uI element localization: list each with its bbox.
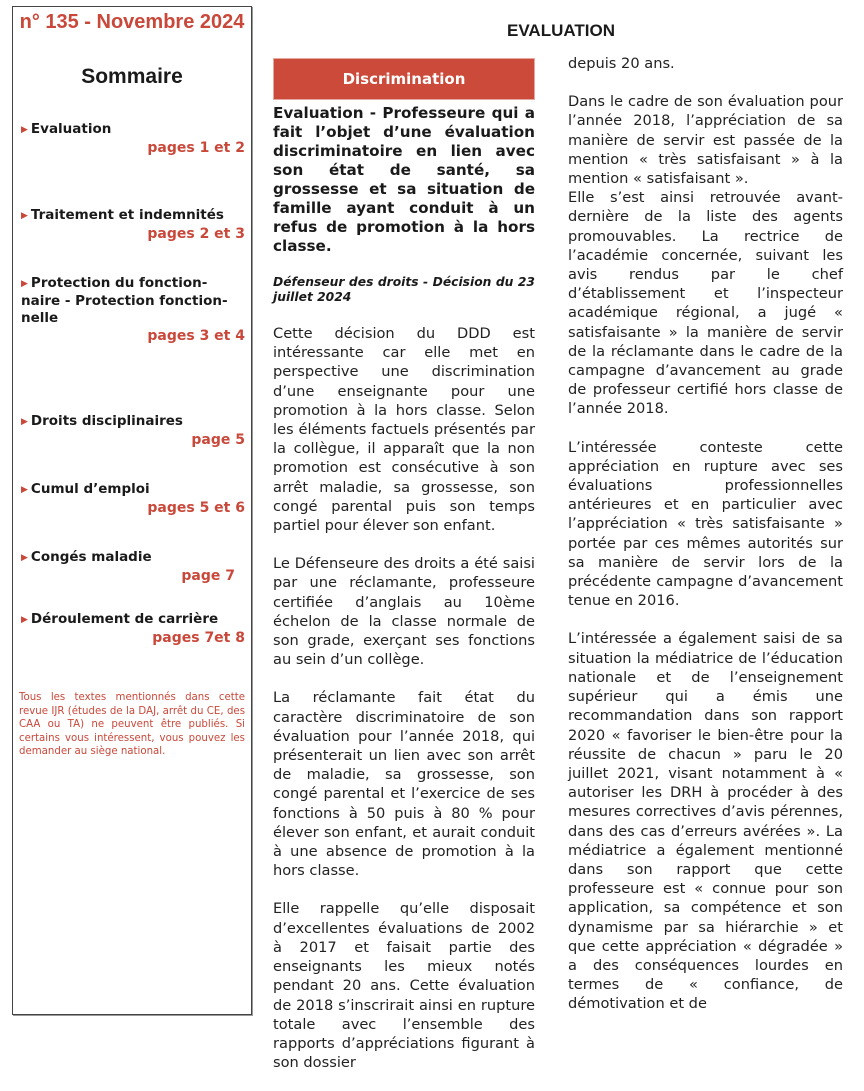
paragraph: L’intéressée a également saisi de sa situation la médiatrice de l’éducation nationale et de l’enseignement supérieur qui a émis une recommandation dans son rapport 2020 « favoriser le bien-être pour la réussite de chacun » paru le 20 juillet 2021, visant notamment à « autoriser les DRH à procéder à des mesures correctives d’avis pérennes, dans des cas d’erreurs avérées ». La médiatrice a également mentionné dans son rapport que cette professeure est « connue pour son application, sa compétence et son dynamisme par sa hiérarchie » et que cette appréciation « dégradée » a des conséquences lourdes en termes de « confiance, de démotivation et de	[568, 630, 843, 1013]
paragraph: Cette décision du DDD est intéressante car elle met en perspective une discrimination d’une enseignante pour une promotion à la hors classe. Selon les éléments factuels présentés par la collègue, il apparaît que la non promotion est consécutive à son arrêt maladie, sa grossesse, son congé parental puis son temps partiel pour élever son enfant.	[273, 325, 535, 535]
paragraph: Dans le cadre de son évaluation pour l’année 2018, l’appréciation de sa manière de servir est passée de la mention « très satisfaisant » à la mention « satisfaisant ».	[568, 93, 843, 188]
toc-pages: pages 1 et 2	[147, 140, 245, 156]
triangle-right-icon: ▶	[21, 615, 28, 625]
toc-label: Evaluation	[30, 121, 112, 137]
toc-pages: page 5	[191, 432, 245, 448]
paragraph: Le Défenseure des droits a été saisi par une réclamante, professeure certifiée d’anglais au 10ème échelon de la classe normale de son grade, exerçant ses fonctions au sein d’un collège.	[273, 555, 535, 669]
triangle-right-icon: ▶	[21, 417, 28, 427]
toc-pages: pages 3 et 4	[147, 328, 245, 344]
toc-label: Protection du fonction-naire - Protection fonction-nelle	[21, 275, 228, 326]
toc-label: Congés maladie	[30, 549, 152, 565]
paragraph: Elle rappelle qu’elle disposait d’excellentes évaluations de 2002 à 2017 et faisait partie des enseignants les mieux notés pendant 20 ans. Cette évaluation de 2018 s’inscrirait ainsi en rupture totale avec l’ensemble des rapports d’appréciations figurant à son dossier	[273, 900, 535, 1072]
page-heading: EVALUATION	[507, 21, 615, 41]
toc-item-protection[interactable]	[21, 275, 245, 345]
triangle-right-icon: ▶	[21, 279, 28, 289]
toc-item-traitement[interactable]	[21, 207, 245, 243]
category-banner: Discrimination	[273, 58, 535, 100]
toc-pages: pages 5 et 6	[147, 500, 245, 516]
toc-label: Traitement et indemnités	[30, 207, 224, 223]
toc-item-evaluation[interactable]	[21, 121, 245, 157]
triangle-right-icon: ▶	[21, 553, 28, 563]
paragraph: Elle s’est ainsi retrouvée avant-dernière de la liste des agents promouvables. La rectrice de l’académie concernée, suivant les avis rendus par le chef d’établissement et l’inspecteur académique régional, a jugé « satisfaisante » la manière de servir de la réclamante dans le cadre de la campagne d’avancement au grade de professeur certifié hors classe de l’année 2018.	[568, 189, 843, 418]
toc-pages: pages 2 et 3	[147, 226, 245, 242]
triangle-right-icon: ▶	[21, 485, 28, 495]
paragraph: L’intéressée conteste cette appréciation en rupture avec ses évaluations professionnelles antérieures et en particulier avec l’appréciation « très satisfaisante » portée par ces mêmes autorités sur sa manière de servir lors de la précédente campagne d’avancement tenue en 2016.	[568, 438, 843, 610]
article-source: Défenseur des droits - Décision du 23 juillet 2024	[273, 275, 535, 304]
triangle-right-icon: ▶	[21, 211, 28, 221]
paragraph: depuis 20 ans.	[568, 55, 675, 72]
toc-item-droits-disciplinaires[interactable]	[21, 413, 245, 449]
toc-item-conges-maladie[interactable]	[21, 549, 245, 585]
toc-pages: pages 7et 8	[152, 630, 245, 646]
toc-item-deroulement-carriere[interactable]	[21, 611, 245, 647]
toc-pages: page 7	[181, 568, 235, 584]
toc-item-cumul-emploi[interactable]	[21, 481, 245, 517]
sommaire-sidebar	[12, 6, 252, 1015]
article-column-2	[568, 54, 843, 1033]
publication-notice: Tous les textes mentionnés dans cette revue IJR (études de la DAJ, arrêt du CE, des CAA ou TA) ne peuvent être publiés. Si certains vous intéressent, vous pouvez les demander au siège national.	[19, 692, 245, 757]
article-column-1	[273, 58, 535, 1091]
sommaire-title: Sommaire	[81, 65, 183, 88]
article-title: Evaluation - Professeure qui a fait l’objet d’une évaluation discriminatoire en lien avec son état de santé, sa grossesse et sa situation de famille ayant conduit à un refus de promotion à la hors classe.	[273, 104, 535, 255]
toc-label: Droits disciplinaires	[30, 413, 183, 429]
triangle-right-icon: ▶	[21, 125, 28, 135]
issue-number: n° 135 - Novembre 2024	[19, 11, 245, 33]
toc-label: Cumul d’emploi	[30, 481, 150, 497]
paragraph: La réclamante fait état du caractère discriminatoire de son évaluation pour l’année 2018, qui présenterait un lien avec son arrêt de maladie, sa grossesse, son congé parental et l’exercice de ses fonctions à 50 puis à 80 % pour élever son enfant, et aurait conduit à une absence de promotion à la hors classe.	[273, 689, 535, 880]
toc-label: Déroulement de carrière	[30, 611, 219, 627]
